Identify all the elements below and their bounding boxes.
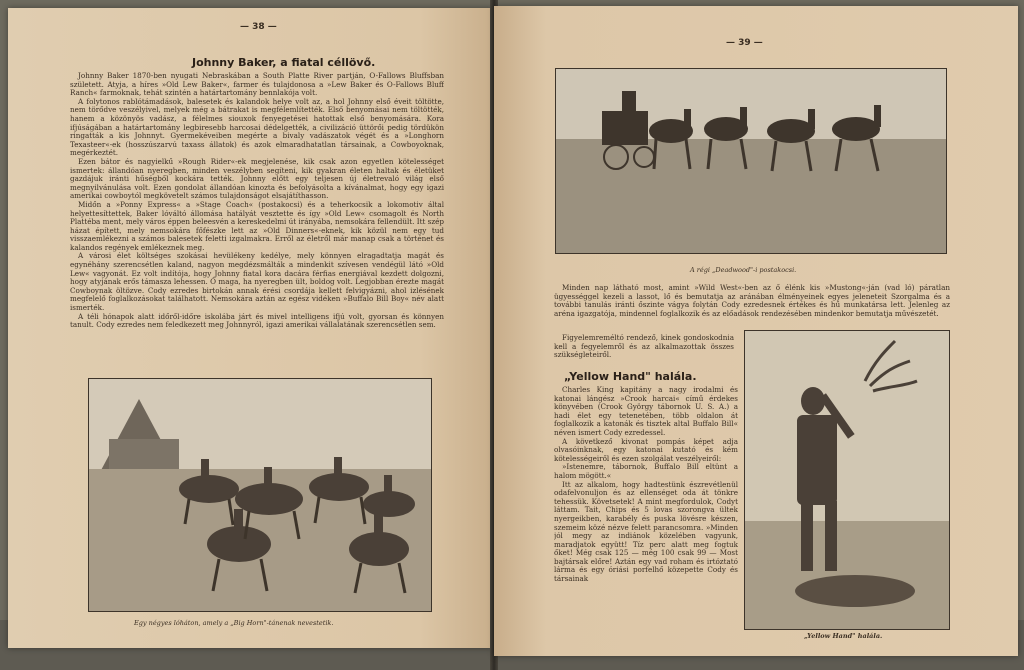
article-body [70, 72, 444, 382]
paragraph: Figyelemreméltó rendező, kinek gondoskodnia kell a fegyelemről és az alkalmazottak összes szükségleteiről. [554, 334, 734, 360]
paragraph: »Istenemre, tábornok, Buffalo Bill eltünt a halom mögött.« [554, 462, 738, 480]
paragraph: A téli hónapok alatt időről-időre iskolába járt és mivel intelligens ifjú volt, gyorsan és könnyen tanult. Cody ezredes nem feledkezett meg Johnnyról, igazi amerikai vállalatának szerencsétlen sem. [70, 311, 444, 330]
photo-caption: „Yellow Hand" halála. [804, 632, 883, 640]
paragraph: A következő kivonat pompás képet adja olvasóinknak, egy katonai kutató és kém kötelességeiről és ezen szolgálat veszélyeiről: [554, 436, 738, 463]
paragraph: Charles King kapitány a nagy irodalmi és katonai lángész »Crook harcai« című érdekes könyvében (Crook György tábornok U. S. A.) a hadi élet egy tetenetében, több oldalon át foglalkozik a katonák és tisztek altal Buffalo Bill« néven ismert Cody ezredessel. [554, 386, 738, 437]
page-number: — 38 — [240, 22, 277, 32]
page-number: — 39 — [726, 38, 763, 48]
paragraph: A folytonos rablótámadások, balesetek és kalandok helye volt az, a hol Johnny első éveit töltötte, nem törődve veszélyivel, melyek még a bátrakat is megfélemlítették. Első benyomásai nem töltötték, hanem a közönyös vadász, a félelmes siouxok fenyegetései hatottak első benyomására. Kora ifjúságában a határtartomány legbiresebb harcosai dédelgették, a civilizáció üttörői pedig tördükön ringatták a kis Johnnyt. Gyermekéveiben megérte a bivaly vadászatok végét és a »Longhorn Texasteer«-ek (hosszúszarvú taxass állatok) és azok elmaradhatatlan társainak, a Cowboyoknak, megérkeztét. [70, 96, 444, 158]
paragraph: Itt az alkalom, hogy hadtestünk észrevétlenül odafelvonuljon és az ellenséget oda át tönkre tehessük. Követsetek! A mint megfordulok, Codyt láttam. Tait, Chips és 5 lovas szorongva ültek nyergeikben, karabély és puska lövésre készen, szemeim közé nézve felett parancsomra. »Minden jól megy az indiánok közelében vagyunk, maradjatok együtt! Tíz perc alatt meg fogtuk őket! Még csak 125 — még 100 csak 99 — Most bajtársak előre! Aztán egy vad roham és irtóztató lárma és egy óriási porfelhő közepette Cody és társainak [554, 479, 738, 584]
intro-text [554, 284, 950, 332]
paragraph: Ezen bátor és nagyielkű »Rough Rider«-ek megjelenése, kik csak azon egyetlen kötelességet ismertek: állandóan nyeregben, minden veszélyben segíteni, kik gyakran életen haltak és életüket gazdájuk iránti hűségből kockára tették. Johnny előtt egy teljesen új életrevaló világ első megnyilvánulása volt. Ezen gondolat állandóan kinozta és befolyásolta a kívánalmat, hogy egy igazi amerikai cowboytól megkövetelt számos tulajdonságot elsajátíthasson. [70, 156, 444, 201]
yellow-hand-illustration [745, 331, 949, 629]
yellow-hand-photo [744, 330, 950, 630]
stagecoach-photo [555, 68, 947, 254]
cowboys-illustration [89, 379, 431, 611]
photo-caption: A régi „Deadwood"-i postakocsi. [690, 266, 797, 274]
story-text [554, 386, 738, 642]
short-text [554, 334, 734, 368]
paragraph: Midőn a »Ponny Express« a »Stage Coach« (postakocsi) és a teherkocsik a lokomotiv által helyettesíttettek, Baker lóváltó állomása hatályát vesztette és így »Old Lew« csomagolt és North Plattéba ment, mely város éppen beleesvén a kereskedelmi út irányába, nemsokára fellendült. Itt szép házat épített, mely nemsokára főfészke lett az »Old Dinners«-eknek, kik közül nem egy tud visszaemlékezni a számos balesetek feletti izgalmakra. Erről az életről már manap csak a történet és kalandos regények emlékeznek meg. [70, 199, 444, 252]
left-page [8, 8, 492, 648]
stagecoach-illustration [556, 69, 946, 253]
section-title: „Yellow Hand" halála. [564, 370, 697, 383]
photo-caption: Egy négyes lóháton, amely a „Big Horn"-tánenak nevestetik. [134, 619, 334, 627]
article-title: Johnny Baker, a fiatal céllövő. [192, 56, 376, 69]
paragraph: A városi élet költséges szokásai hevülékeny kedélye, mely könnyen elragadtatja magát és egynéhány szerencsétlen kaland, nagyon megdézsmálták a mindenkit szívesen vendégül látó »Old Lew« vagyonát. Ez volt indítója, hogy Johnny fiatal kora dacára férfias energiával kezdett dolgozni, hogy atyjának erős támasza lehessen. Ó maga, ha nyeregben ült, boldog volt. Legjobban érezte magát Cowboynak öltözve. Cody ezredes birtokán annak érési csordája kellett felvigyázni, ahol izlésének megfelelő foglalkozásokat találhatott. Nemsokára aztán az egész vidéken »Buffalo Bill Boy« név alatt ismerték. [70, 251, 444, 313]
cowboys-on-horseback-photo [88, 378, 432, 612]
paragraph: Johnny Baker 1870-ben nyugati Nebraskában a South Platte River partján, O-Fallows Bluffsban született. Atyja, a híres »Old Lew Baker«, farmer és tulajdonosa a »Lew Baker és O-Fallows Bluff Ranch« farmoknak, tehát szintén a határtartomány bennlakója volt. [70, 72, 444, 98]
paragraph: Minden nap látható most, amint »Wild West«-ben az ő élénk kis »Mustong«-ján (vad ló) páratlan ügyességgel kezeli a lassot, lő és bemutatja az aránában élményeinek egyes jeleneteit Szorgalma és a további tanulás iránti őszinte vágya folytán Cody ezredesnek értékes és hű munkatársa lett. Jelenleg az aréna igazgatója, mindennel foglalkozik és az előadások rendezésében mindenkor bemutatja művészetét. [554, 284, 950, 318]
right-page [494, 6, 1018, 656]
